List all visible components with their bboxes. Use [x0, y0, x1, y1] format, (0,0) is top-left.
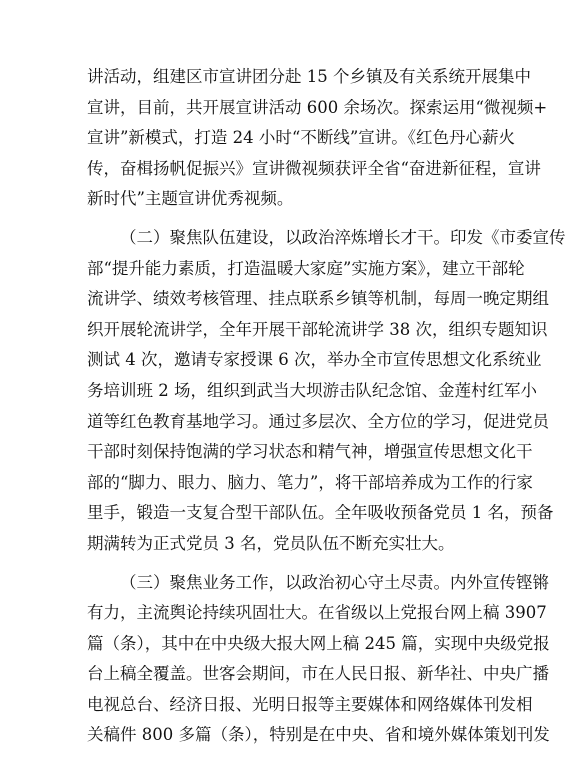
section-heading-line: （二）聚焦队伍建设，以政治淬炼增长才干。印发《市委宣传	[120, 227, 566, 247]
text-line: 有力，主流舆论持续巩固壮大。在省级以上党报台网上稿 3907	[87, 603, 547, 623]
text-line: 织开展轮流讲学，全年开展干部轮流讲学 38 次，组织专题知识	[87, 319, 548, 339]
text-line: 干部时刻保持饱满的学习状态和精气神，增强宣传思想文化干	[87, 442, 533, 462]
document-body	[87, 62, 566, 759]
text-line: 篇（条），其中在中央级大报大网上稿 245 篇，实现中央级党报	[87, 633, 550, 653]
paragraph-2	[87, 223, 566, 560]
text-line: 里手，锻造一支复合型干部队伍。全年吸收预备党员 1 名，预备	[87, 503, 554, 523]
text-line: 电视总台、经济日报、光明日报等主要媒体和网络媒体刊发相	[87, 694, 533, 714]
text-line: 务培训班 2 场，组织到武当大坝游击队纪念馆、金莲村红军小	[87, 380, 537, 400]
paragraph-3	[87, 568, 550, 752]
text-line: 宣讲，目前，共开展宣讲活动 600 余场次。探索运用“微视频+	[87, 97, 548, 117]
text-line: 宣讲”新模式，打造 24 小时“不断线”宣讲。《红色丹心薪火	[87, 128, 516, 148]
text-line: 部“提升能力素质，打造温暖大家庭”实施方案》，建立干部轮	[87, 258, 525, 278]
text-line: 传，奋楫扬帆促振兴》宣讲微视频获评全省“奋进新征程，宣讲	[87, 158, 541, 178]
text-line: 道等红色教育基地学习。通过多层次、全方位的学习，促进党员	[87, 411, 549, 431]
text-line: 期满转为正式党员 3 名，党员队伍不断充实壮大。	[87, 533, 455, 553]
text-line: 台上稿全覆盖。世客会期间，市在人民日报、新华社、中央广播	[87, 664, 549, 684]
text-line: 流讲学、绩效考核管理、挂点联系乡镇等机制，每周一晚定期组	[87, 289, 549, 309]
text-line: 讲活动，组建区市宣讲团分赴 15 个乡镇及有关系统开展集中	[87, 67, 531, 86]
text-line: 关稿件 800 多篇（条），特别是在中央、省和境外媒体策划刊发	[87, 725, 550, 745]
text-line: 部的“脚力、眼力、脑力、笔力”，将干部培养成为工作的行家	[87, 472, 533, 492]
paragraph-1	[87, 62, 548, 215]
text-line: 新时代”主题宣讲优秀视频。	[87, 189, 294, 209]
section-heading-line: （三）聚焦业务工作，以政治初心守土尽责。内外宣传铿锵	[120, 572, 549, 592]
text-line: 测试 4 次，邀请专家授课 6 次，举办全市宣传思想文化系统业	[87, 350, 542, 370]
